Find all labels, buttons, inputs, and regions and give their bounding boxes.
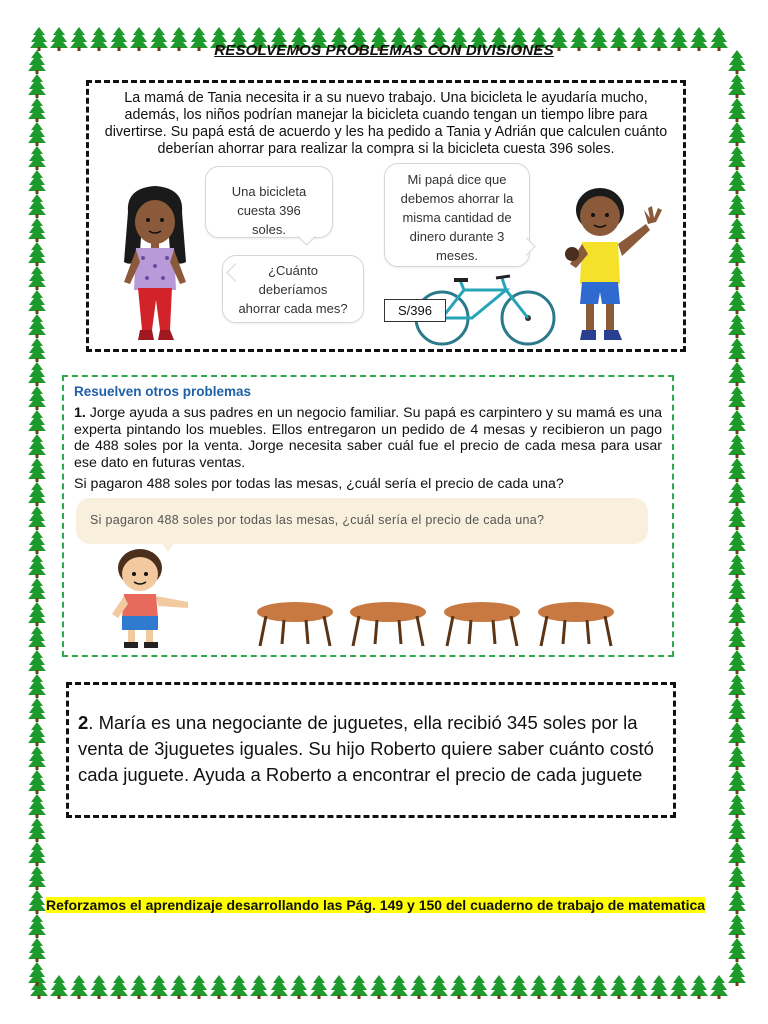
table-2 [350, 602, 426, 646]
tree-icon [450, 975, 468, 999]
tree-icon [28, 146, 46, 170]
tree-icon [728, 194, 746, 218]
tree-icon [28, 938, 46, 962]
tree-icon [390, 975, 408, 999]
tree-icon [728, 674, 746, 698]
adrian-boy-illustration [560, 184, 668, 348]
tree-icon [728, 890, 746, 914]
tree-icon [28, 890, 46, 914]
tree-icon [728, 410, 746, 434]
reinforcement-note [46, 897, 720, 913]
tree-icon [28, 170, 46, 194]
tree-icon [728, 794, 746, 818]
tree-icon [728, 482, 746, 506]
tree-icon [28, 626, 46, 650]
tree-icon [728, 650, 746, 674]
intro-text: La mamá de Tania necesita ir a su nuevo trabajo. Una bicicleta le ayudaría mucho, además, los niños podrían manejar la bicicleta cuando tengan un tiempo libre para divertirse. Su papá está de acuerdo y les ha pedido a Tania y Adrián que calculen cuánto deberían ahorrar para realizar la compra si la bicicleta cuesta 396 soles. [104, 90, 668, 157]
tania-speech-bubble-2 [222, 255, 364, 323]
tree-icon [728, 506, 746, 530]
table-1 [257, 602, 333, 646]
tree-icon [490, 975, 508, 999]
tree-icon [28, 122, 46, 146]
tree-icon [28, 314, 46, 338]
problem-body: Jorge ayuda a sus padres en un negocio familiar. Su papá es carpintero y su mamá es una experta pintando los muebles. Ellos entregaron un pedido de 4 mesas y recibieron un pago de 488 soles por la venta. Jorge necesita saber cuál fue el precio de cada mesa para usar ese dato en futuras ventas. [74, 405, 662, 471]
tree-icon [28, 338, 46, 362]
tree-icon [28, 578, 46, 602]
tree-icon [28, 650, 46, 674]
question-bubble-text: Si pagaron 488 soles por todas las mesas, ¿cuál sería el precio de cada una? [90, 513, 545, 527]
tree-icon [728, 338, 746, 362]
tree-icon [670, 975, 688, 999]
tree-icon [28, 698, 46, 722]
tree-icon [410, 975, 428, 999]
tree-icon [310, 975, 328, 999]
tree-icon [590, 975, 608, 999]
tree-icon [28, 482, 46, 506]
tree-icon [728, 146, 746, 170]
tree-icon [28, 242, 46, 266]
tree-icon [630, 975, 648, 999]
tree-icon [728, 74, 746, 98]
table-4 [538, 602, 614, 646]
tree-icon [28, 794, 46, 818]
tree-icon [230, 975, 248, 999]
tree-icon [28, 458, 46, 482]
tree-icon [728, 578, 746, 602]
tree-icon [728, 530, 746, 554]
tree-icon [70, 975, 88, 999]
tables-illustration [250, 600, 620, 652]
tree-icon [28, 530, 46, 554]
tree-icon [270, 975, 288, 999]
tree-icon [728, 266, 746, 290]
tree-icon [530, 975, 548, 999]
bubble-text: Mi papá dice que debemos ahorrar la misma cantidad de dinero durante 3 meses. [400, 172, 514, 263]
tree-icon [728, 122, 746, 146]
tree-icon [610, 975, 628, 999]
tree-icon [470, 975, 488, 999]
highlighted-text: Reforzamos el aprendizaje desarrollando las Pág. 149 y 150 del cuaderno de trabajo de matematica [46, 897, 706, 913]
tree-icon [28, 770, 46, 794]
tree-icon [728, 290, 746, 314]
tree-icon [190, 975, 208, 999]
tree-icon [728, 818, 746, 842]
problem-2-text [78, 710, 668, 788]
tree-icon [728, 362, 746, 386]
tree-icon [728, 242, 746, 266]
tree-icon [430, 975, 448, 999]
tania-speech-bubble-1 [205, 166, 333, 238]
tree-border-bottom [0, 970, 768, 1004]
tree-icon [210, 975, 228, 999]
tree-icon [350, 975, 368, 999]
tree-icon [90, 975, 108, 999]
tree-icon [728, 386, 746, 410]
tree-icon [728, 866, 746, 890]
tree-icon [728, 602, 746, 626]
tree-icon [28, 98, 46, 122]
tania-girl-illustration [110, 182, 200, 347]
tree-icon [550, 975, 568, 999]
tree-icon [510, 975, 528, 999]
problem-number: 2 [78, 712, 89, 733]
jorge-boy-illustration [104, 546, 200, 650]
tree-icon [728, 98, 746, 122]
tree-icon [28, 818, 46, 842]
tree-icon [728, 170, 746, 194]
tree-icon [330, 975, 348, 999]
tree-icon [728, 218, 746, 242]
tree-icon [728, 314, 746, 338]
tree-icon [728, 458, 746, 482]
section-heading: Resuelven otros problemas [74, 384, 252, 399]
tree-icon [28, 410, 46, 434]
tree-icon [28, 266, 46, 290]
bubble-text: ¿Cuánto deberíamos ahorrar cada mes? [238, 263, 348, 316]
tree-icon [28, 962, 46, 986]
tree-icon [28, 434, 46, 458]
tree-border-left [22, 0, 62, 1024]
tree-icon [728, 698, 746, 722]
tree-icon [28, 386, 46, 410]
tree-icon [28, 506, 46, 530]
tree-icon [28, 362, 46, 386]
tree-icon [728, 434, 746, 458]
tree-icon [728, 626, 746, 650]
tree-icon [728, 938, 746, 962]
tree-icon [728, 842, 746, 866]
tree-icon [290, 975, 308, 999]
tree-icon [28, 218, 46, 242]
tree-icon [28, 194, 46, 218]
tree-icon [150, 975, 168, 999]
tree-icon [28, 74, 46, 98]
tree-icon [28, 674, 46, 698]
bubble-text: Una bicicleta cuesta 396 soles. [231, 184, 307, 237]
tree-icon [28, 746, 46, 770]
tree-icon [650, 975, 668, 999]
price-tag: S/396 [384, 299, 446, 322]
tree-icon [728, 770, 746, 794]
tree-icon [170, 975, 188, 999]
tree-icon [28, 866, 46, 890]
tree-border-right [722, 0, 762, 1024]
problem-number: 1. [74, 405, 86, 421]
tree-icon [728, 962, 746, 986]
table-3 [444, 602, 520, 646]
tree-icon [28, 842, 46, 866]
tree-icon [728, 722, 746, 746]
tree-icon [570, 975, 588, 999]
tree-icon [250, 975, 268, 999]
problem-1-question: Si pagaron 488 soles por todas las mesas, ¿cuál sería el precio de cada una? [74, 476, 564, 492]
tree-icon [28, 554, 46, 578]
tree-icon [370, 975, 388, 999]
problem-body: . María es una negociante de juguetes, ella recibió 345 soles por la venta de 3juguetes iguales. Su hijo Roberto quiere saber cuánto costó cada juguete. Ayuda a Roberto a encontrar el precio de cada juguete [78, 712, 654, 785]
page-title: RESOLVEMOS PROBLEMAS CON DIVISIONES [214, 42, 554, 59]
tree-icon [728, 914, 746, 938]
problem-1-text [74, 405, 662, 471]
tree-icon [28, 914, 46, 938]
tree-icon [110, 975, 128, 999]
tree-icon [690, 975, 708, 999]
tree-icon [728, 746, 746, 770]
tree-icon [28, 290, 46, 314]
tree-icon [728, 554, 746, 578]
tree-icon [28, 602, 46, 626]
tree-icon [130, 975, 148, 999]
adrian-speech-bubble [384, 163, 530, 267]
tree-icon [28, 722, 46, 746]
